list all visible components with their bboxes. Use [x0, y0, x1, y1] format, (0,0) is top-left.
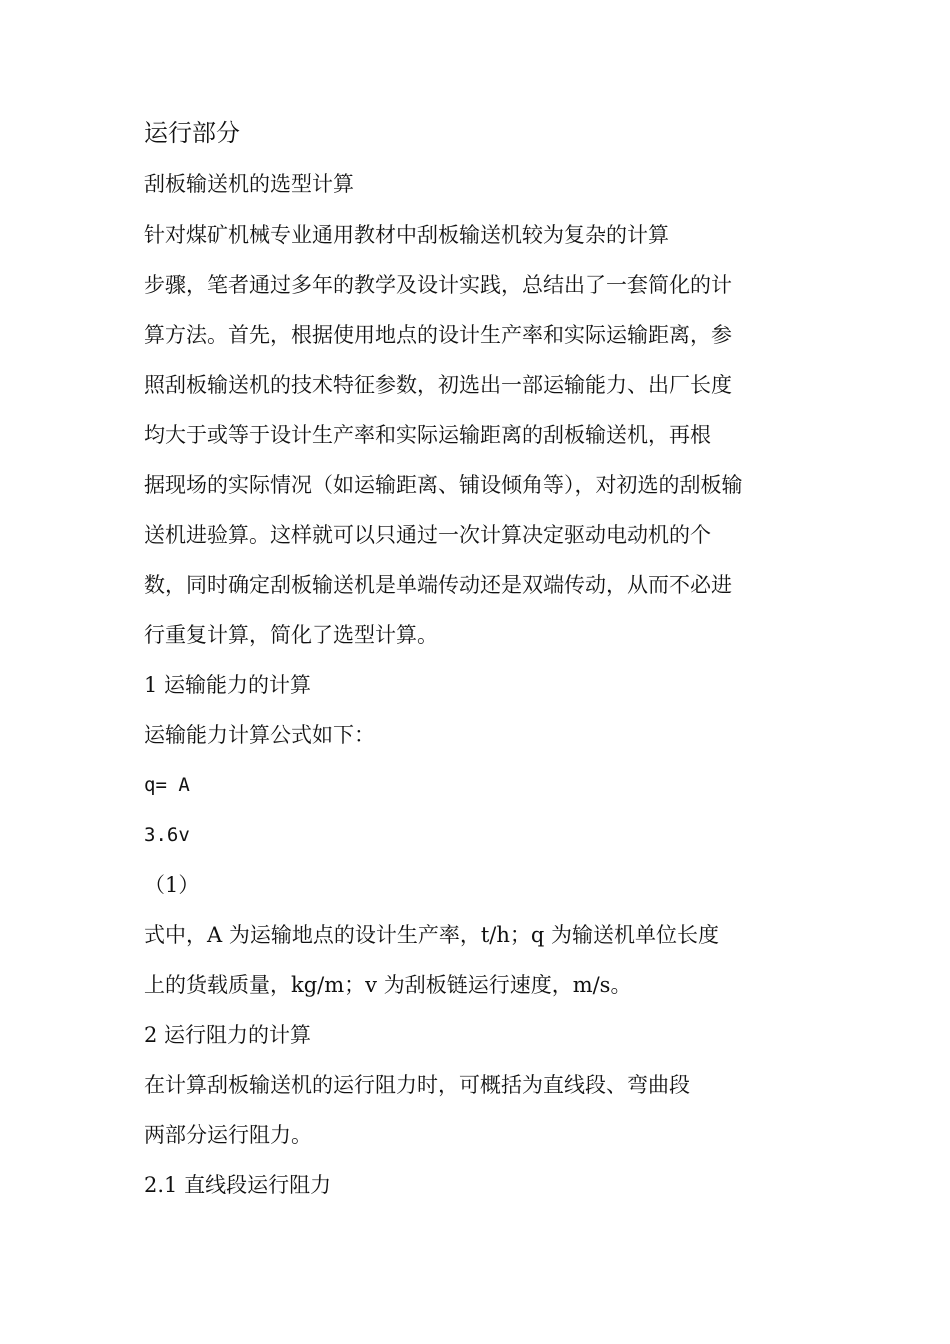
paragraph-line: 照刮板输送机的技术特征参数，初选出一部运输能力、出厂长度 — [144, 373, 732, 397]
paragraph-line: 行重复计算，简化了选型计算。 — [144, 623, 438, 647]
paragraph-line: 在计算刮板输送机的运行阻力时，可概括为直线段、弯曲段 — [144, 1073, 690, 1097]
equation-number: （1） — [144, 873, 200, 897]
paragraph-line: 上的货载质量，kg/m；v 为刮板链运行速度，m/s。 — [144, 973, 632, 997]
section-title: 运行部分 — [144, 119, 240, 147]
paragraph-line: 送机进验算。这样就可以只通过一次计算决定驱动电动机的个 — [144, 523, 711, 547]
paragraph-line: 两部分运行阻力。 — [144, 1123, 312, 1147]
paragraph-line: 数，同时确定刮板输送机是单端传动还是双端传动，从而不必进 — [144, 573, 732, 597]
paragraph-line: 据现场的实际情况（如运输距离、铺设倾角等），对初选的刮板输 — [144, 473, 743, 497]
paragraph-line: 运输能力计算公式如下： — [144, 723, 375, 747]
section-heading: 1 运输能力的计算 — [144, 673, 312, 697]
paragraph-line: 式中，A 为运输地点的设计生产率，t/h；q 为输送机单位长度 — [144, 923, 719, 947]
paragraph-line: 针对煤矿机械专业通用教材中刮板输送机较为复杂的计算 — [144, 223, 669, 247]
section-heading: 2 运行阻力的计算 — [144, 1023, 312, 1047]
paragraph-line: 步骤，笔者通过多年的教学及设计实践，总结出了一套简化的计 — [144, 273, 732, 297]
paragraph-line: 算方法。首先，根据使用地点的设计生产率和实际运输距离，参 — [144, 323, 732, 347]
paragraph-line: 均大于或等于设计生产率和实际运输距离的刮板输送机，再根 — [144, 423, 711, 447]
formula-numerator: q= A — [144, 774, 190, 796]
formula-denominator: 3.6v — [144, 824, 190, 846]
subtitle: 刮板输送机的选型计算 — [144, 172, 354, 196]
subsection-heading: 2.1 直线段运行阻力 — [144, 1173, 332, 1197]
